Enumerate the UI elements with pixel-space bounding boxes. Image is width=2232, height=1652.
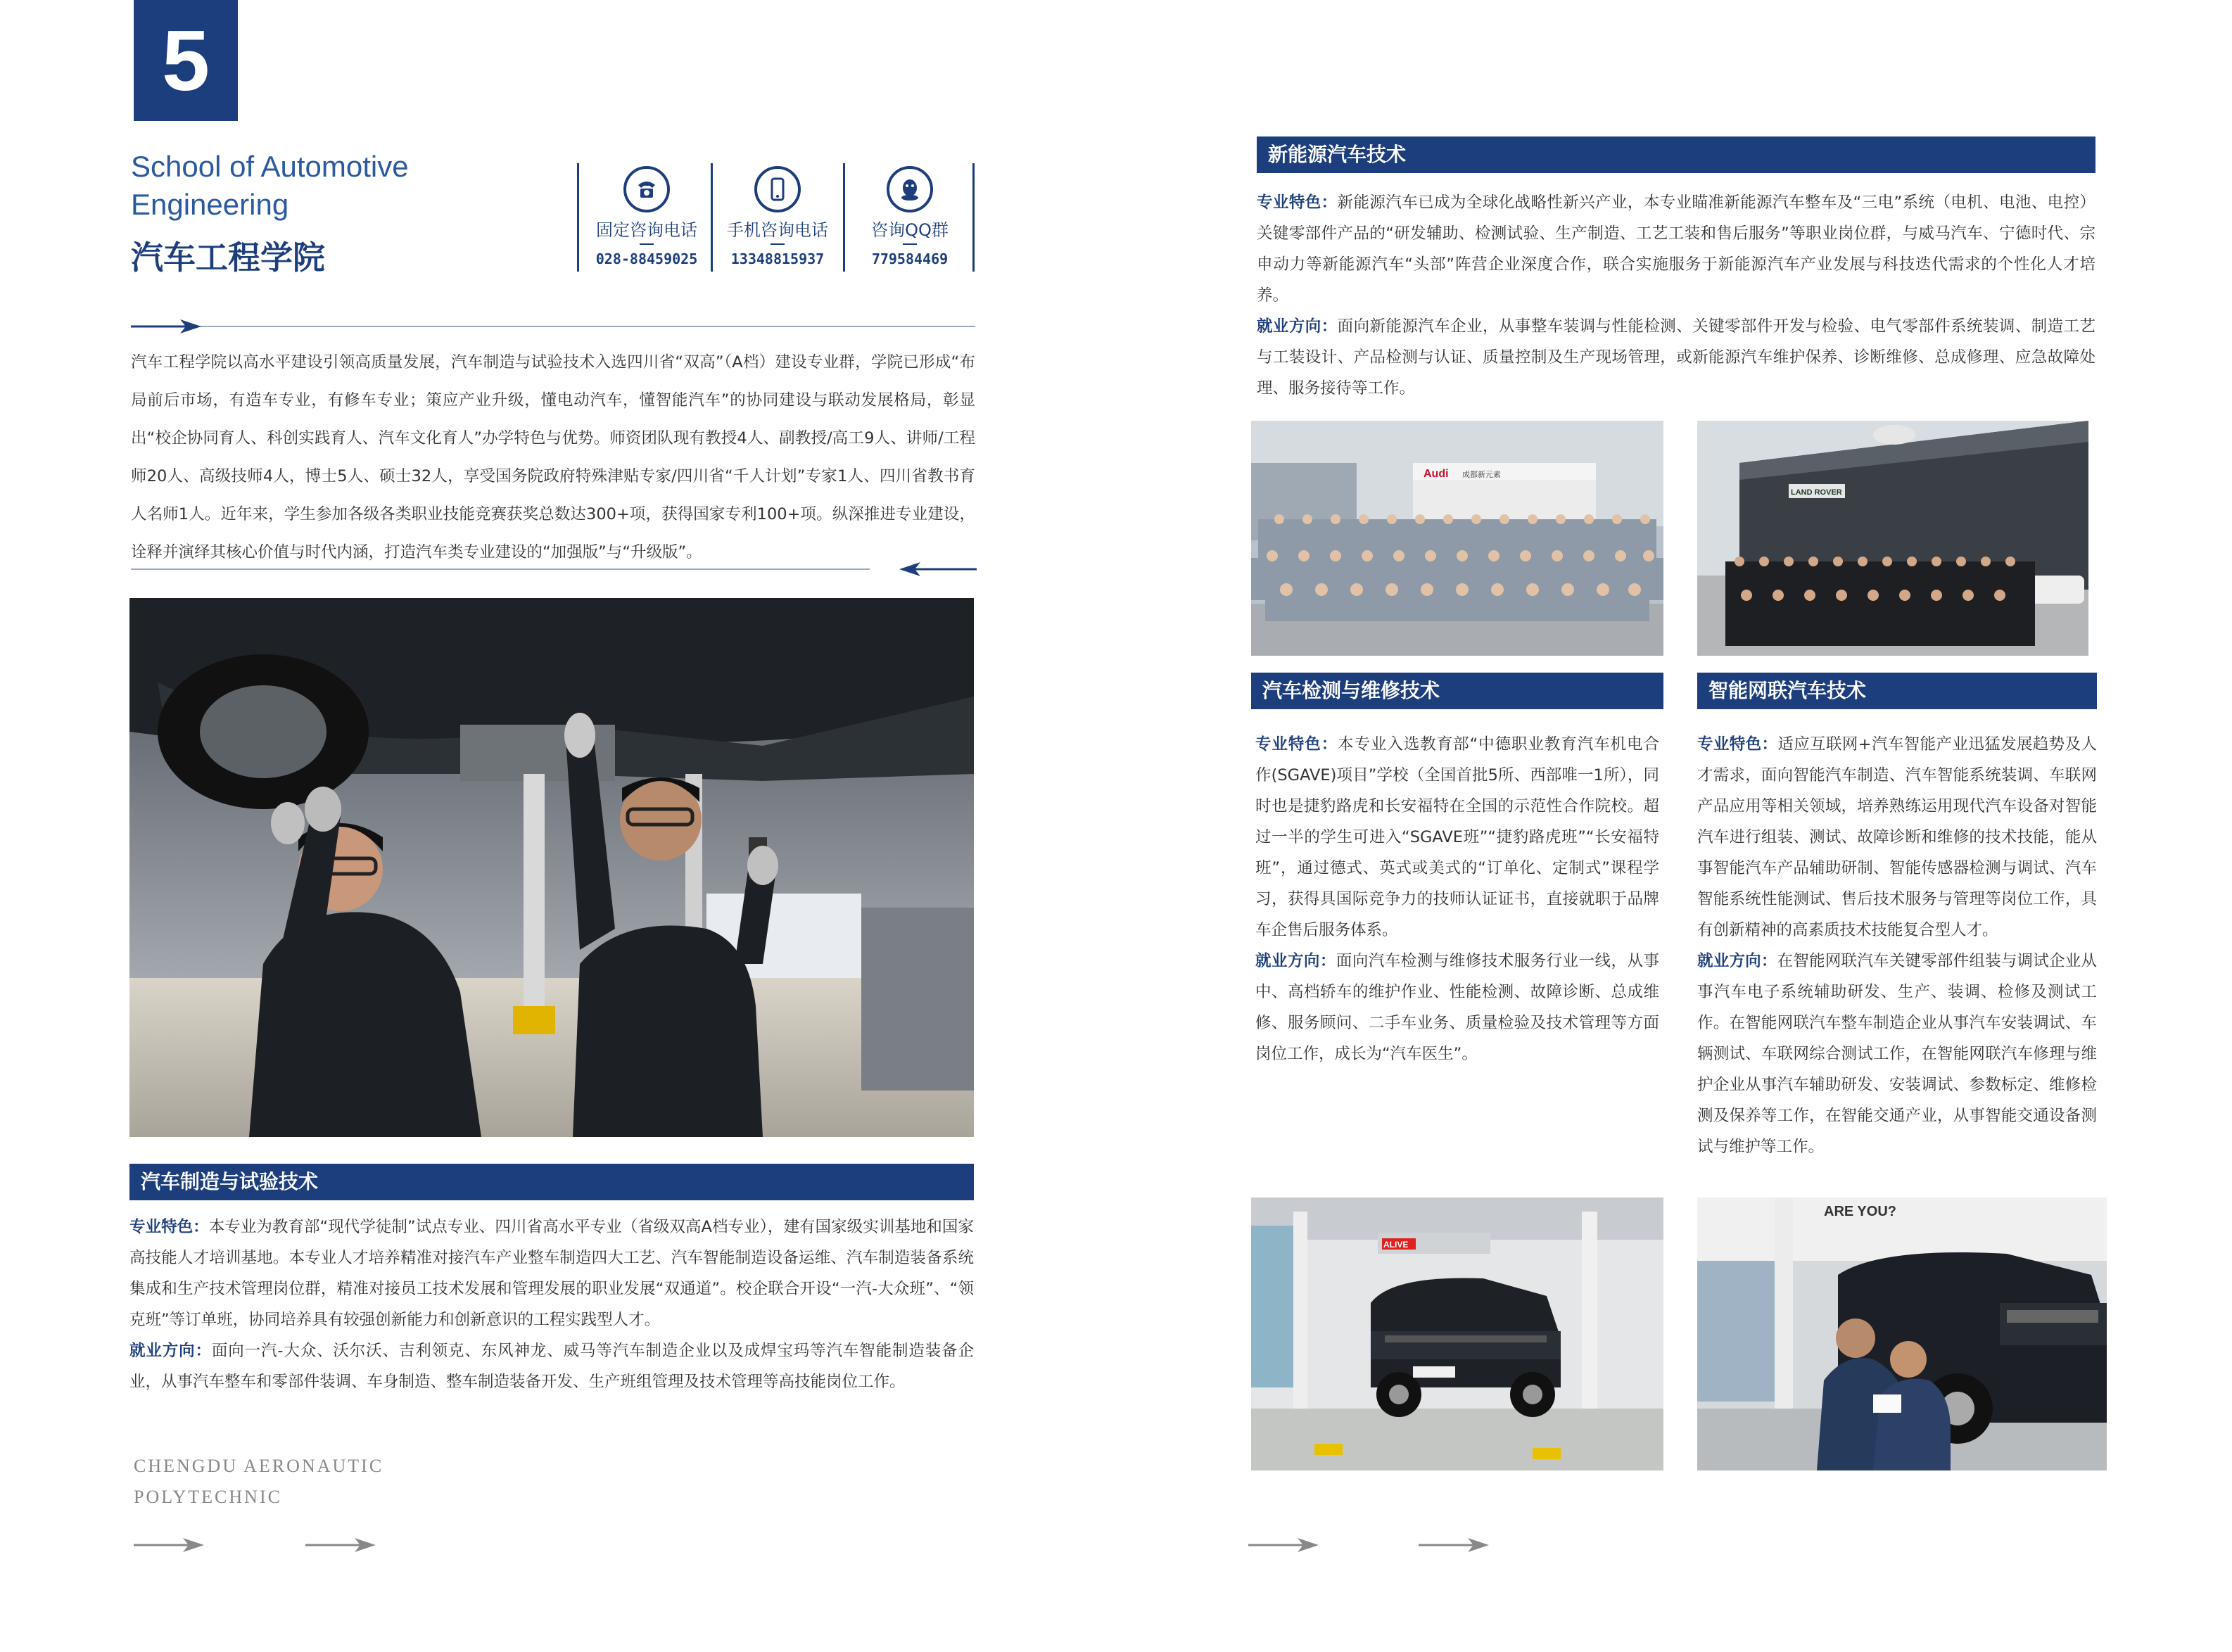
career-label: 就业方向： <box>1257 317 1338 336</box>
section-title-connected: 智能网联汽车技术 <box>1697 673 2097 709</box>
mobile-phone-icon <box>754 166 801 212</box>
students-under-car-photo <box>129 598 974 1137</box>
program-connected-text <box>1697 729 2097 1162</box>
feature-label: 专业特色： <box>129 1218 209 1236</box>
footer-line2: POLYTECHNIC <box>134 1487 282 1507</box>
land-rover-sign-text: LAND ROVER <box>1791 488 1842 497</box>
suv-garage-photo <box>1251 1197 1663 1470</box>
contact-value[interactable]: 028-88459025 <box>595 250 698 267</box>
feature-label: 专业特色： <box>1257 193 1338 212</box>
contact-divider <box>577 163 579 272</box>
career-label: 就业方向： <box>1255 952 1336 970</box>
land-rover-group-photo <box>1697 421 2088 656</box>
footer-school-name <box>134 1451 383 1513</box>
garage-sign2-text: ARE YOU? <box>1824 1204 1896 1219</box>
contact-label: 手机咨询电话 <box>727 220 828 240</box>
contact-landline <box>581 160 712 273</box>
contact-label: 咨询QQ群 <box>871 220 949 240</box>
contact-dash <box>771 243 785 245</box>
contact-value[interactable]: 13348815937 <box>730 250 825 267</box>
feature-text: 新能源汽车已成为全球化战略性新兴产业，本专业瞄准新能源汽车整车及“三电”系统（电机、电池、电控）关键零部件产品的“研发辅助、检测试验、生产制造、工艺工装和售后服务”等职业岗位群，与威马汽车、宁德时代、宗申动力等新能源汽车“头部”阵营企业深度合作，联合实施服务于新能源汽车产业发展与科技迭代需求的个性化人才培养。 <box>1257 193 2095 305</box>
audi-sign-cn-text: 成都新元素 <box>1462 470 1501 479</box>
program-new-energy-text <box>1257 187 2095 404</box>
contact-value[interactable]: 779584469 <box>871 250 949 267</box>
section-title-inspection: 汽车检测与维修技术 <box>1251 673 1663 709</box>
section-divider-bottom <box>131 568 870 570</box>
feature-text: 适应互联网+汽车智能产业迅猛发展趋势及人才需求，面向智能汽车制造、汽车智能系统装调、车联网产品应用等相关领域，培养熟练运用现代汽车设备对智能汽车进行组装、测试、故障诊断和维修的技术技能，能从事智能汽车产品辅助研制、智能传感器检测与调试、汽车智能系统性能测试、售后技术服务与管理等岗位工作，具有创新精神的高素质技术技能复合型人才。 <box>1697 735 2097 939</box>
career-label: 就业方向： <box>1697 952 1777 970</box>
plane-arrow-icon <box>131 317 208 339</box>
plane-arrow-icon <box>892 559 977 582</box>
plane-arrow-icon <box>1248 1535 1326 1558</box>
school-name-en-line1: School of Automotive <box>131 150 409 183</box>
program-manufacturing-text <box>129 1212 974 1397</box>
career-text: 在智能网联汽车关键零部件组装与调试企业从事汽车电子系统辅助研发、生产、装调、检修及测试工作。在智能网联汽车整车制造企业从事汽车安装调试、车辆测试、车联网综合测试工作，在智能网联汽车修理与维护企业从事汽车辅助研发、安装调试、参数标定、维修检测及保养等工作，在智能交通产业，从事智能交通设备测试与维护等工作。 <box>1697 952 2097 1156</box>
contact-label: 固定咨询电话 <box>596 220 697 240</box>
career-text: 面向新能源汽车企业，从事整车装调与性能检测、关键零部件开发与检验、电气零部件系统装调、制造工艺与工装设计、产品检测与认证、质量控制及生产现场管理，或新能源汽车维护保养、诊断维修、总成修理、应急故障处理、服务接待等工作。 <box>1257 317 2095 398</box>
program-inspection-text <box>1255 729 1659 1069</box>
feature-label: 专业特色： <box>1255 735 1338 754</box>
college-intro: 汽车工程学院以高水平建设引领高质量发展，汽车制造与试验技术入选四川省“双高”（A档）建设专业群，学院已形成“布局前后市场，有造车专业，有修车专业；策应产业升级，懂电动汽车，懂智能汽车”的协同建设与联动发展格局，彰显出“校企协同育人、科创实践育人、汽车文化育人”办学特色与优势。师资团队现有教授4人、副教授/高工9人、讲师/工程师20人、高级技师4人，博士5人、硕士32人，享受国务院政府特殊津贴专家/四川省“千人计划”专家1人、四川省教书育人名师1人。近年来，学生参加各级各类职业技能竞赛获奖总数达300+项，获得国家专利100+项。纵深推进专业建设，诠释并演绎其核心价值与时代内涵，打造汽车类专业建设的“加强版”与“升级版”。 <box>131 353 975 561</box>
technicians-inspecting-suv-photo <box>1697 1197 2107 1470</box>
contact-dash <box>640 243 654 245</box>
contact-qq <box>844 160 975 273</box>
career-text: 面向一汽-大众、沃尔沃、吉利领克、东风神龙、威马等汽车制造企业以及成焊宝玛等汽车智能制造装备企业，从事汽车整车和零部件装调、车身制造、整车制造装备开发、生产班组管理及技术管理等高技能岗位工作。 <box>129 1342 974 1391</box>
garage-sign-text: ALIVE <box>1383 1240 1409 1250</box>
school-name-english <box>131 148 462 224</box>
plane-arrow-icon <box>305 1535 383 1558</box>
section-title-manufacturing: 汽车制造与试验技术 <box>129 1164 974 1200</box>
audi-group-photo <box>1251 421 1663 656</box>
plane-arrow-icon <box>1419 1535 1496 1558</box>
career-text: 面向汽车检测与维修技术服务行业一线，从事中、高档轿车的维护作业、性能检测、故障诊断、总成维修、服务顾问、二手车业务、质量检验及技术管理等方面岗位工作，成长为“汽车医生”。 <box>1255 952 1659 1063</box>
feature-label: 专业特色： <box>1697 735 1778 754</box>
qq-penguin-icon <box>887 166 933 212</box>
footer-line1: CHENGDU AERONAUTIC <box>134 1456 384 1476</box>
contact-dash <box>903 243 917 245</box>
career-label: 就业方向： <box>129 1342 212 1360</box>
school-name-chinese: 汽车工程学院 <box>131 239 325 277</box>
page-number: 5 <box>134 0 238 121</box>
section-divider-top <box>131 326 975 327</box>
plane-arrow-icon <box>134 1535 211 1558</box>
section-title-new-energy: 新能源汽车技术 <box>1257 136 2095 173</box>
school-name-en-line2: Engineering <box>131 188 289 221</box>
contact-divider <box>972 163 975 272</box>
contact-mobile <box>712 160 843 273</box>
feature-text: 本专业为教育部“现代学徒制”试点专业、四川省高水平专业（省级双高A档专业），建有国家级实训基地和国家高技能人才培训基地。本专业人才培养精准对接汽车产业整车制造四大工艺、汽车智能制造设备运维、汽车制造装备系统集成和生产技术管理岗位群，精准对接员工技术发展和管理发展的职业发展“双通道”。校企联合开设“一汽-大众班”、“领克班”等订单班，协同培养具有较强创新能力和创新意识的工程实践型人才。 <box>129 1218 974 1329</box>
audi-sign-text: Audi <box>1423 468 1449 480</box>
telephone-icon <box>623 166 670 212</box>
feature-text: 本专业入选教育部“中德职业教育汽车机电合作(SGAVE)项目”学校（全国首批5所、西部唯一1所），同时也是捷豹路虎和长安福特在全国的示范性合作院校。超过一半的学生可进入“SGAVE班”“捷豹路虎班”“长安福特班”，通过德式、英式或美式的“订单化、定制式”课程学习，获得具国际竞争力的技师认证证书，直接就职于品牌车企售后服务体系。 <box>1255 735 1659 939</box>
